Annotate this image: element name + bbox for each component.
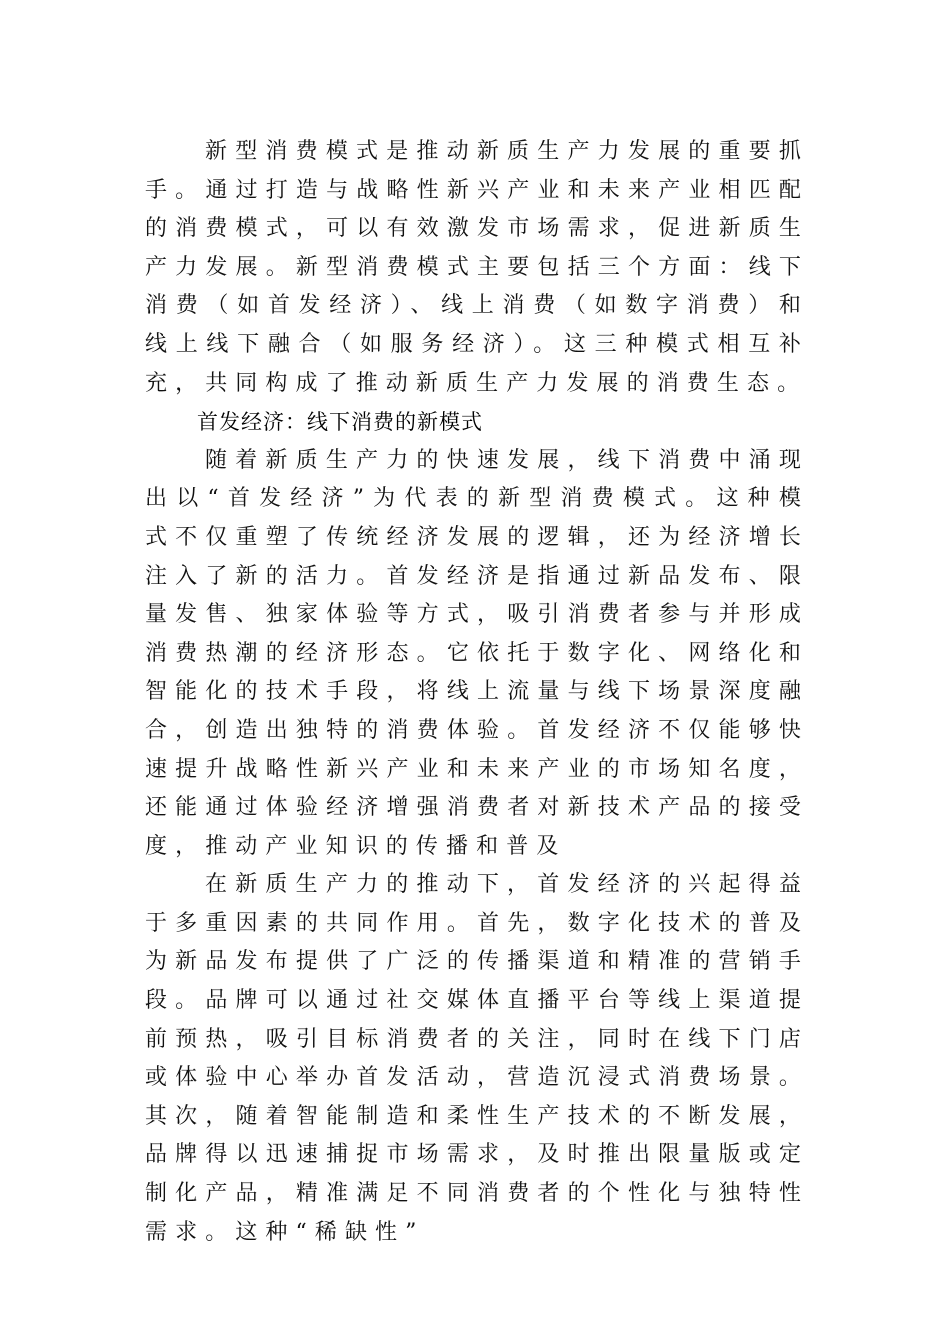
- document-page: [145, 133, 809, 1252]
- section-heading: 首发经济：线下消费的新模式: [197, 410, 483, 435]
- body-paragraph: 随着新质生产力的快速发展，线下消费中涌现出以“首发经济”为代表的新型消费模式。这种模式不仅重塑了传统经济发展的逻辑，还为经济增长注入了新的活力。首发经济是指通过新品发布、限量发售、独家体验等方式，吸引消费者参与并形成消费热潮的经济形态。它依托于数字化、网络化和智能化的技术手段，将线上流量与线下场景深度融合，创造出独特的消费体验。首发经济不仅能够快速提升战略性新兴产业和未来产业的市场知名度，还能通过体验经济增强消费者对新技术产品的接受度，推动产业知识的传播和普及: [145, 447, 809, 859]
- intro-paragraph: 新型消费模式是推动新质生产力发展的重要抓手。通过打造与战略性新兴产业和未来产业相匹配的消费模式，可以有效激发市场需求，促进新质生产力发展。新型消费模式主要包括三个方面：线下消费（如首发经济）、线上消费（如数字消费）和线上线下融合（如服务经济）。这三种模式相互补充，共同构成了推动新质生产力发展的消费生态。: [145, 139, 809, 396]
- body-paragraph: 在新质生产力的推动下，首发经济的兴起得益于多重因素的共同作用。首先，数字化技术的普及为新品发布提供了广泛的传播渠道和精准的营销手段。品牌可以通过社交媒体直播平台等线上渠道提前预热，吸引目标消费者的关注，同时在线下门店或体验中心举办首发活动，营造沉浸式消费场景。其次，随着智能制造和柔性生产技术的不断发展，品牌得以迅速捕捉市场需求，及时推出限量版或定制化产品，精准满足不同消费者的个性化与独特性需求。这种“稀缺性”: [145, 872, 809, 1245]
